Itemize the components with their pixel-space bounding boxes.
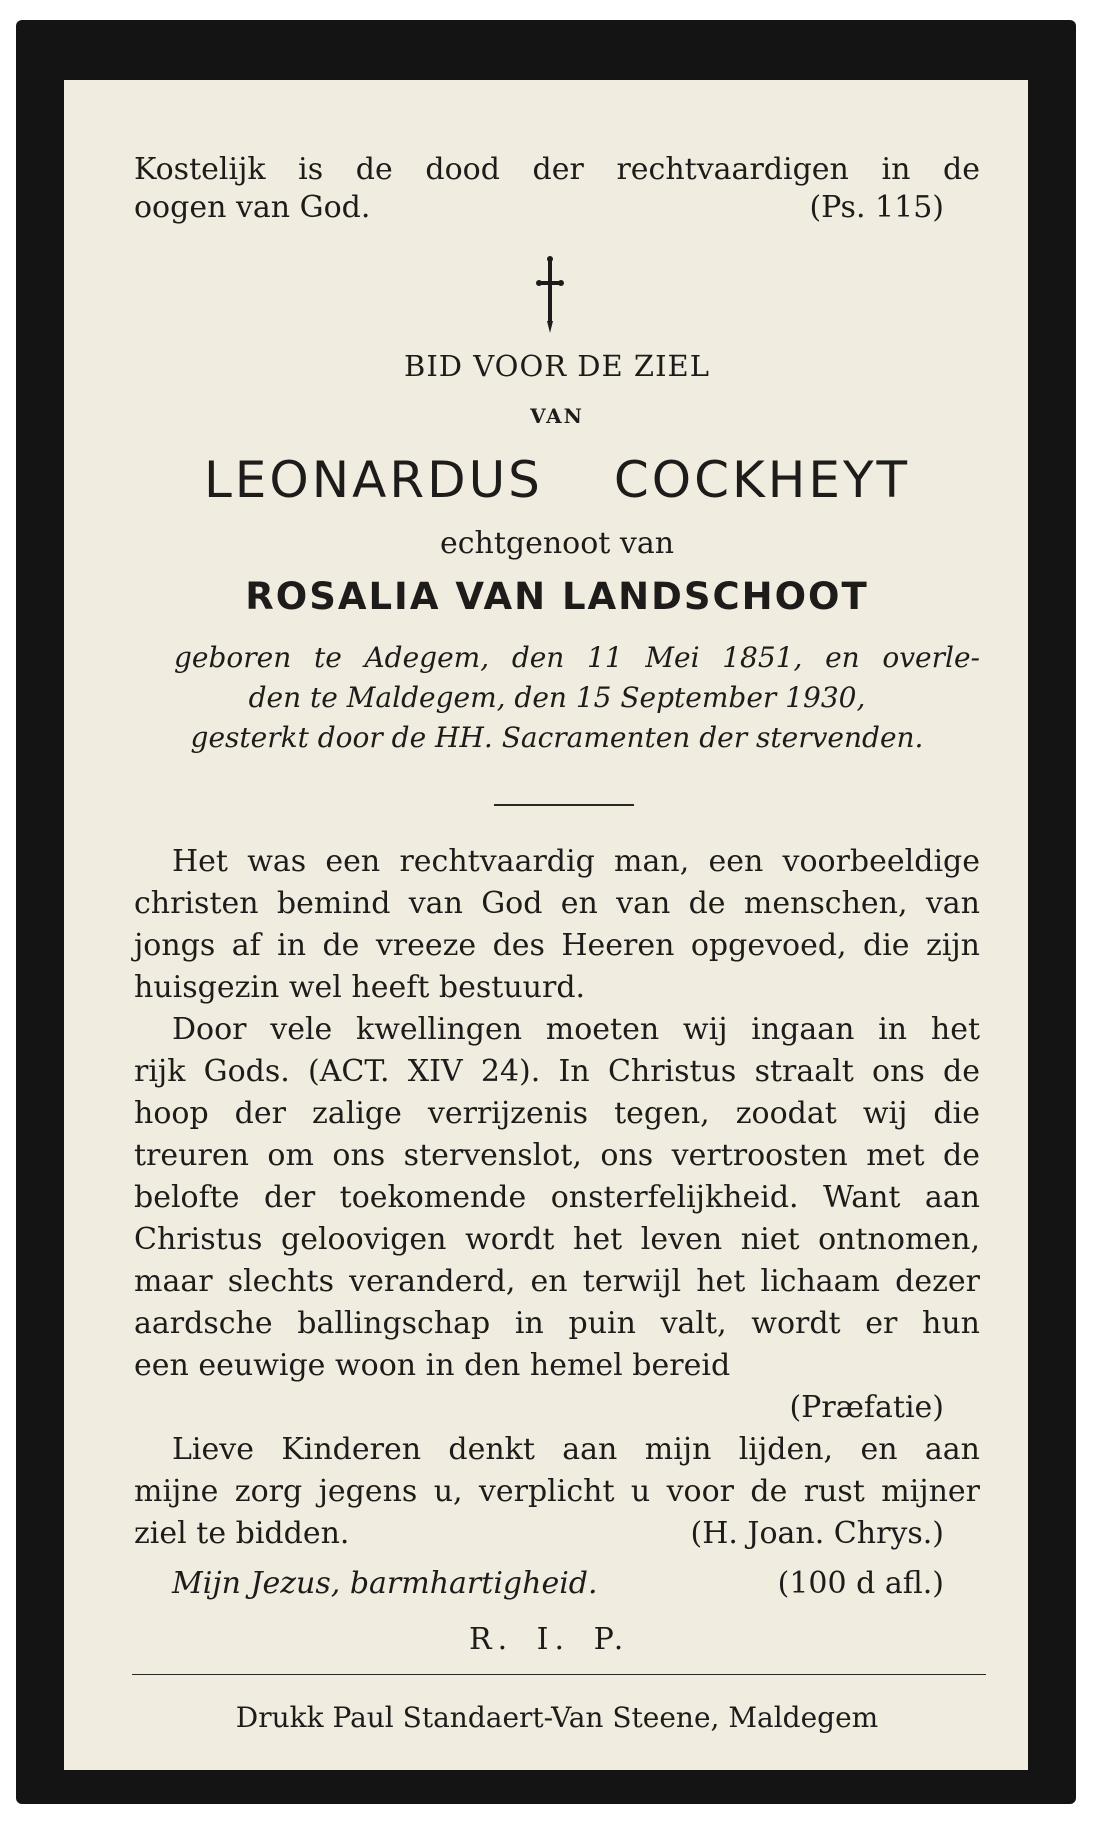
- spouse-name: ROSALIA VAN LANDSCHOOT: [245, 575, 869, 618]
- prayer-heading: BID VOOR DE ZIEL: [404, 349, 710, 383]
- printer-credit: Drukk Paul Standaert-Van Steene, Maldegem: [235, 1701, 879, 1734]
- children-line-last: [134, 1514, 980, 1554]
- children-text: ziel te bidden.: [134, 1516, 350, 1551]
- body-line: treuren om ons stervenslot, ons vertroosten met de: [134, 1138, 980, 1173]
- ejaculation-text: Mijn Jezus, barmhartigheid.: [172, 1566, 598, 1601]
- details-line-1: geboren te Adegem, den 11 Mei 1851, en overle-: [174, 641, 980, 674]
- details-line-3: gesterkt door de HH. Sacramenten der stervenden.: [190, 721, 924, 754]
- body-line: aardsche ballingschap in puin valt, wordt er hun: [134, 1306, 980, 1341]
- body-line: huisgezin wel heeft bestuurd.: [134, 970, 586, 1005]
- deceased-name: LEONARDUS COCKHEYT: [203, 451, 911, 509]
- epigraph-source: (Ps. 115): [809, 190, 944, 225]
- body-line: christen bemind van God en van de menschen, van: [134, 886, 980, 921]
- body-line: Het was een rechtvaardig man, een voorbeeldige: [172, 844, 980, 879]
- body-line: hoop der zalige verrijzenis tegen, zoodat wij die: [134, 1096, 980, 1131]
- ejaculation-line: [134, 1564, 980, 1604]
- children-source: (H. Joan. Chrys.): [690, 1516, 944, 1551]
- memorial-card-paper: [64, 80, 1028, 1770]
- epigraph-line-2: [134, 188, 980, 228]
- body-line: een eeuwige woon in den hemel bereid: [134, 1348, 731, 1383]
- memorial-card-border: [16, 20, 1076, 1804]
- body-line: Christus geloovigen wordt het leven niet ontnomen,: [134, 1222, 980, 1257]
- prefatie-source: (Præfatie): [789, 1390, 944, 1425]
- body-line: rijk Gods. (ACT. XIV 24). In Christus straalt ons de: [134, 1054, 980, 1089]
- van-label: VAN: [530, 404, 584, 428]
- body-line: Door vele kwellingen moeten wij ingaan in het: [172, 1012, 980, 1047]
- details-line-2: den te Maldegem, den 15 September 1930,: [248, 681, 866, 714]
- spouse-intro: echtgenoot van: [439, 526, 675, 561]
- body-line: maar slechts veranderd, en terwijl het lichaam dezer: [134, 1264, 980, 1299]
- section-divider: [494, 804, 634, 806]
- epigraph-line-1: Kostelijk is de dood der rechtvaardigen in de: [134, 152, 980, 187]
- body-line: belofte der toekomende onsterfelijkheid. Want aan: [134, 1180, 980, 1215]
- epigraph-text: oogen van God.: [134, 190, 371, 225]
- children-line: Lieve Kinderen denkt aan mijn lijden, en aan: [172, 1432, 980, 1467]
- children-line: mijne zorg jegens u, verplicht u voor de rust mijner: [134, 1474, 980, 1509]
- cross-icon: [536, 255, 564, 335]
- indulgence: (100 d afl.): [777, 1566, 944, 1601]
- rip-text: R. I. P.: [469, 1622, 630, 1657]
- body-line: jongs af in de vreeze des Heeren opgevoed, die zijn: [134, 928, 980, 963]
- footer-rule: [132, 1674, 986, 1675]
